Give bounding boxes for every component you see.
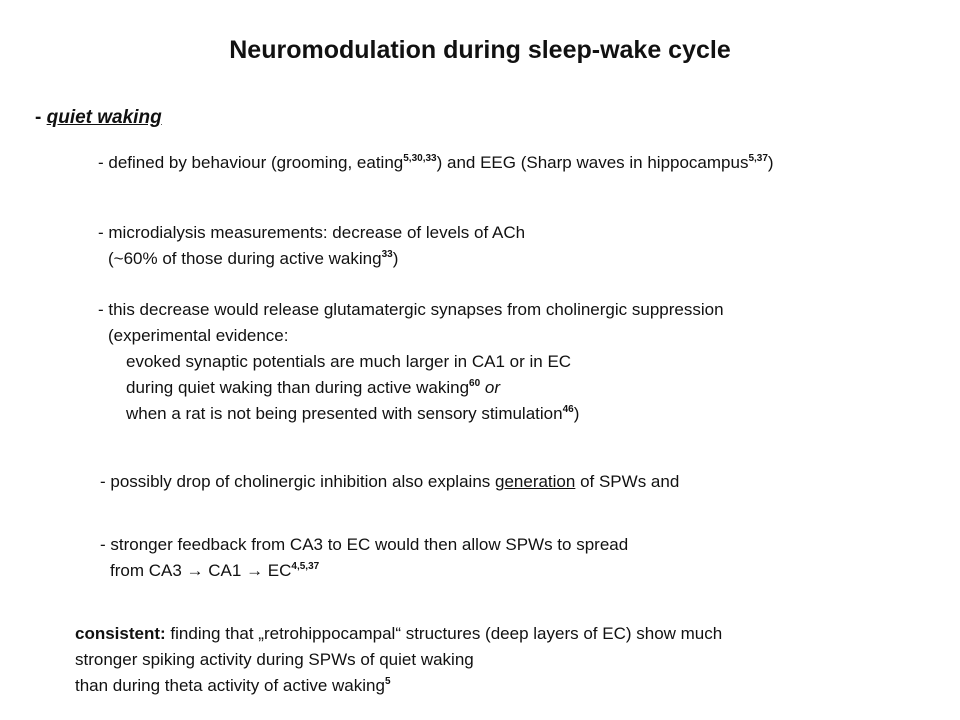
drop-underlined: generation [495, 472, 576, 491]
feedback-ca1: CA1 [203, 561, 247, 580]
item-drop [100, 472, 679, 492]
section-dash: - [35, 107, 47, 128]
release-line-4 [126, 378, 500, 398]
arrow-right-icon: → [246, 561, 264, 580]
microdialysis-line-1: - microdialysis measurements: decrease of levels of ACh [98, 223, 526, 242]
microdialysis-line-2 [108, 249, 398, 269]
release-line-3: evoked synaptic potentials are much larger in CA1 or in EC [126, 352, 572, 371]
arrow-right-icon: → [186, 561, 204, 580]
microdialysis-text: (~60% of those during active waking [108, 249, 382, 268]
item-defined [98, 153, 774, 173]
slide-title: Neuromodulation during sleep-wake cycle [229, 36, 731, 64]
conclusion-line-2: stronger spiking activity during SPWs of quiet waking [75, 650, 474, 669]
section-heading [35, 108, 162, 128]
release-line-5-text: when a rat is not being presented with sensory stimulation [126, 404, 563, 423]
microdialysis-end: ) [392, 249, 399, 268]
conclusion-ref: 5 [384, 676, 391, 687]
release-line-4-end: or [480, 378, 501, 397]
defined-text-2: ) and EEG (Sharp waves in hippocampus [436, 153, 749, 172]
conclusion-line-3 [75, 676, 391, 696]
release-line-1: - this decrease would release glutamatergic synapses from cholinergic suppression [98, 300, 724, 319]
drop-text-1: - possibly drop of cholinergic inhibition also explains [100, 472, 495, 491]
release-line-4-text: during quiet waking than during active waking [126, 378, 470, 397]
release-line-5-ref: 46 [562, 404, 574, 415]
drop-text-2: of SPWs and [575, 472, 680, 491]
conclusion-text-1: finding that „retrohippocampal“ structures (deep layers of EC) show much [165, 624, 723, 643]
feedback-ec: EC [263, 561, 292, 580]
conclusion-label: consistent: [75, 624, 166, 643]
defined-text-1: - defined by behaviour (grooming, eating [98, 153, 404, 172]
feedback-line-2 [110, 561, 319, 581]
release-line-2: (experimental evidence: [108, 326, 289, 345]
feedback-from: from CA3 [110, 561, 187, 580]
section-label: quiet waking [46, 107, 162, 128]
conclusion-text-3: than during theta activity of active waking [75, 676, 385, 695]
defined-ref-1: 5,30,33 [403, 153, 437, 164]
feedback-line-1: - stronger feedback from CA3 to EC would then allow SPWs to spread [100, 535, 629, 554]
conclusion-line-1 [75, 624, 722, 644]
release-line-5-end: ) [573, 404, 580, 423]
feedback-ref: 4,5,37 [291, 561, 320, 572]
release-line-4-ref: 60 [469, 378, 481, 389]
microdialysis-ref: 33 [381, 249, 393, 260]
release-line-5 [126, 404, 579, 424]
defined-text-3: ) [767, 153, 774, 172]
defined-ref-2: 5,37 [748, 153, 768, 164]
